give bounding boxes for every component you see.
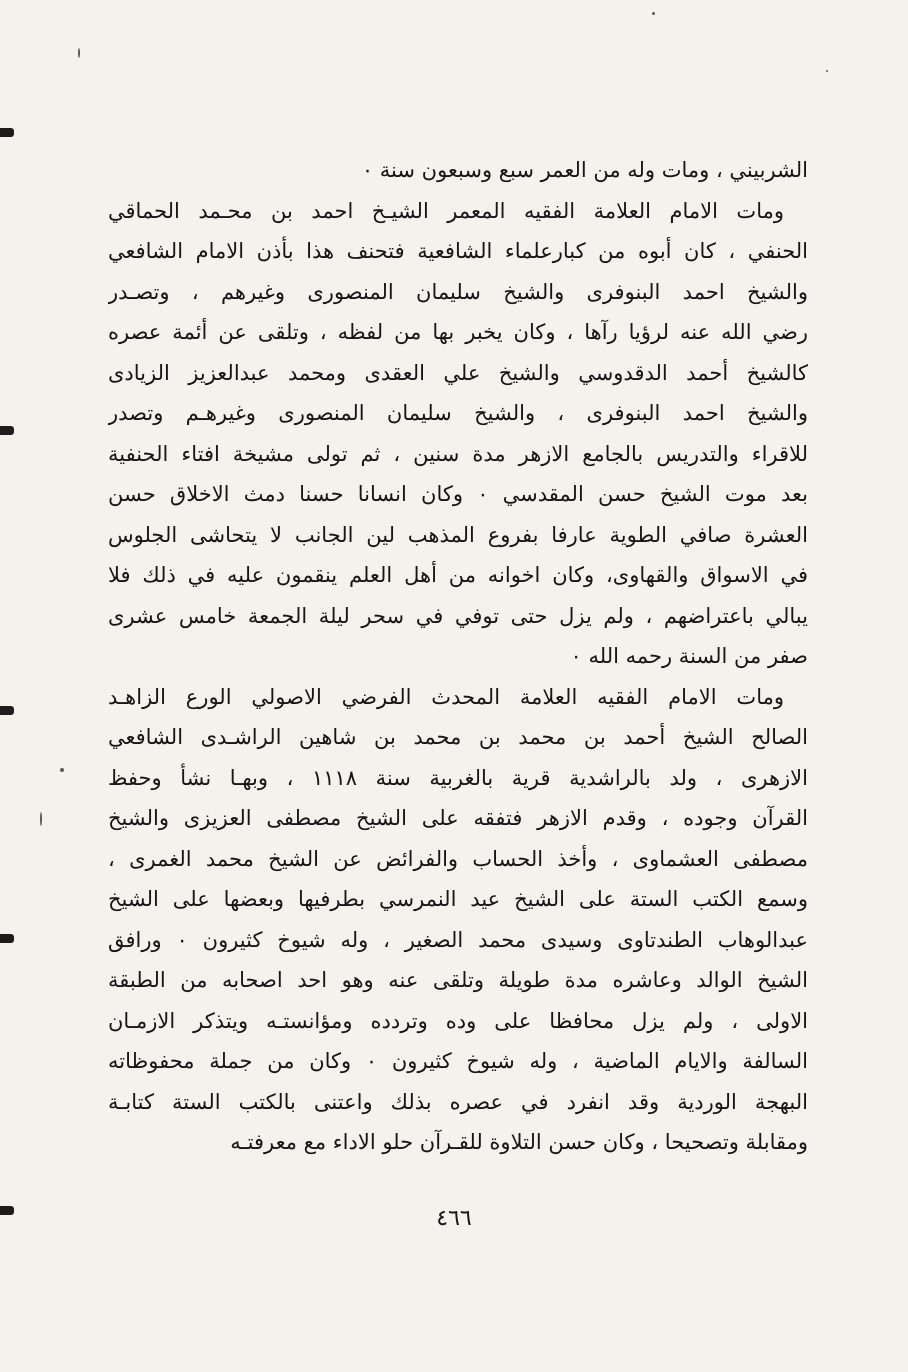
binding-mark [0, 934, 14, 943]
text-line: بعد موت الشيخ حسن المقدسي ٠ وكان انسانا حسنا دمث الاخلاق حسن [108, 482, 808, 506]
binding-mark [0, 128, 14, 137]
text-line: عبدالوهاب الطندتاوى وسيدى محمد الصغير ، وله شيوخ كثيرون ٠ ورافق [108, 927, 808, 952]
paragraph [108, 677, 808, 1163]
paragraph [108, 150, 808, 191]
paper-speck [78, 48, 80, 58]
text-line: ومات الامام الفقيه العلامة المحدث الفرضي الاصولي الورع الزاهـد [108, 684, 784, 709]
text-line: الشيخ الوالد وعاشره مدة طويلة وتلقى عنه وهو احد اصحابه من الطبقة [108, 968, 808, 992]
text-line: ومقابلة وتصحيحا ، وكان حسن التلاوة للقـرآن حلو الاداء مع معرفتـه [230, 1130, 808, 1154]
paper-speck [652, 12, 655, 15]
text-line: القرآن وجوده ، وقدم الازهر فتفقه على الشيخ مصطفى العزيزى والشيخ [108, 806, 808, 830]
text-line: العشرة صافي الطوية عارفا بفروع المذهب لين الجانب لا يتحاشى الجلوس [108, 522, 808, 547]
page-number: ٤٦٦ [436, 1206, 472, 1231]
text-line: والشيخ احمد البنوفرى ، والشيخ سليمان المنصورى وغيرهـم وتصدر [108, 401, 808, 425]
text-line: الازهرى ، ولد بالراشدية قرية بالغربية سنة ١١١٨ ، وبهـا نشأ وحفظ [108, 765, 808, 790]
binding-mark [0, 706, 14, 715]
text-line: يبالي باعتراضهم ، ولم يزل حتى توفي في سحر ليلة الجمعة خامس عشرى [108, 603, 808, 628]
text-line: ومات الامام العلامة الفقيه المعمر الشيـخ احمد بن محـمد الحماقي [108, 198, 784, 223]
text-line: الصالح الشيخ أحمد بن محمد بن محمد بن شاهين الراشـدى الشافعي [108, 725, 808, 749]
text-line: في الاسواق والقهاوى، وكان اخوانه من أهل العلم ينقمون عليه في ذلك فلا [108, 563, 808, 587]
text-line: الشربيني ، ومات وله من العمر سبع وسبعون سنة ٠ [361, 158, 808, 182]
text-line: البهجة الوردية وقد انفرد في عصره بذلك واعتنى بالكتب الستة كتابـة [108, 1089, 808, 1114]
text-line: مصطفى العشماوى ، وأخذ الحساب والفرائض عن الشيخ محمد الغمرى ، [108, 846, 808, 871]
text-line: للاقراء والتدريس بالجامع الازهر مدة سنين ، ثم تولى مشيخة افتاء الحنفية [108, 441, 808, 466]
paper-speck [40, 812, 42, 826]
text-line: وسمع الكتب الستة على الشيخ عيد النمرسي بطرفيها وبعضها على الشيخ [108, 887, 808, 911]
text-line: صفر من السنة رحمه الله ٠ [570, 644, 808, 668]
paper-speck [826, 70, 828, 72]
text-line: الاولى ، ولم يزل محافظا على وده وتردده ومؤانستـه ويتذكر الازمـان [108, 1008, 808, 1033]
binding-mark [0, 426, 14, 435]
text-line: كالشيخ أحمد الدقدوسي والشيخ علي العقدى ومحمد عبدالعزيز الزيادى [108, 360, 808, 385]
text-line: الحنفي ، كان أبوه من كبارعلماء الشافعية فتحنف هذا بأذن الامام الشافعي [108, 239, 808, 263]
text-line: السالفة والايام الماضية ، وله شيوخ كثيرون ٠ وكان من جملة محفوظاته [108, 1049, 808, 1073]
paragraph [108, 191, 808, 677]
text-line: والشيخ احمد البنوفرى والشيخ سليمان المنصورى وغيرهم ، وتصـدر [108, 279, 808, 304]
paper-speck [60, 768, 64, 772]
text-line: رضي الله عنه لرؤيا رآها ، وكان يخبر بها من لفظه ، وتلقى عن أئمة عصره [108, 320, 808, 344]
binding-mark [0, 1206, 14, 1215]
main-text [108, 150, 808, 1163]
